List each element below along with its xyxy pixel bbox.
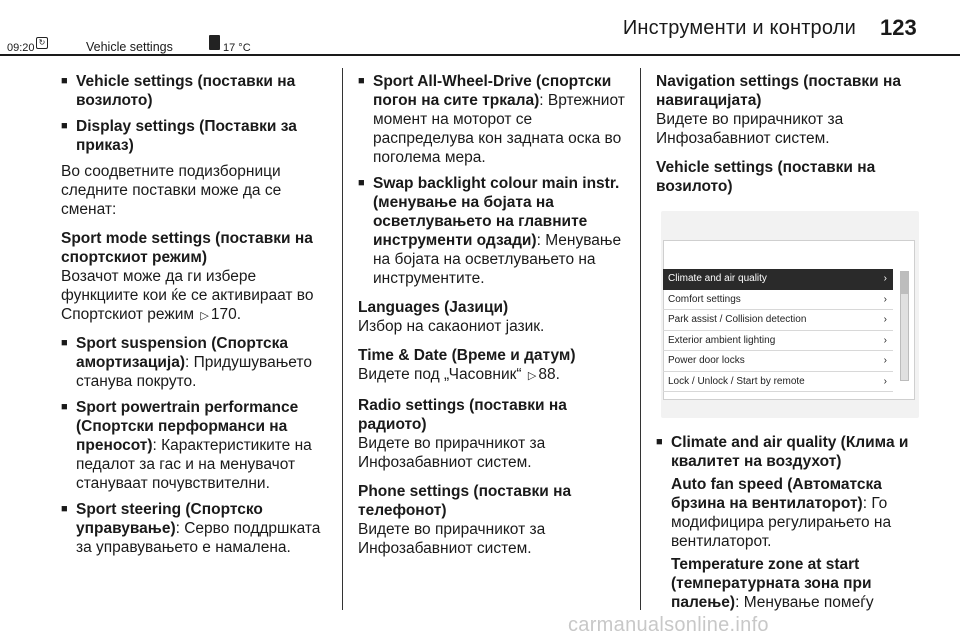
chevron-right-icon: ›: [883, 375, 887, 387]
sub-auto-fan-speed: [656, 475, 926, 551]
display-menu: [663, 269, 893, 392]
bullet-title: Swap backlight colour main instr. (менување на бојата на осветлувањето на главните инструменти одзади): [373, 175, 620, 249]
paragraph-time-date-text: Видете под „Часовник“: [358, 366, 522, 383]
bullet-vehicle-settings: ■ Vehicle settings (поставки на возилото): [61, 72, 331, 110]
paragraph-navigation-settings: Видете во прирачникот за Инфозабавниот систем.: [656, 111, 844, 147]
bullet-display-settings: ■ Display settings (Поставки за приказ): [61, 117, 331, 155]
menu-item-remote-lock[interactable]: [663, 372, 893, 393]
bullet-climate-air-quality: ■ Climate and air quality (Клима и квалитет на воздухот): [656, 433, 926, 471]
bullet-title: Sport steering (Спортско управување): [76, 501, 263, 537]
bullet-title: Sport suspension (Спортска амортизација): [76, 335, 289, 371]
page-ref-number: 170.: [210, 306, 241, 323]
heading-phone-settings: Phone settings (поставки на телефонот): [358, 483, 572, 519]
heading-time-date: Time & Date (Време и датум): [358, 347, 576, 364]
menu-item-ambient-lighting[interactable]: [663, 331, 893, 352]
display-scrollbar[interactable]: [900, 271, 909, 381]
menu-item-label: Lock / Unlock / Start by remote: [668, 375, 805, 387]
menu-item-climate[interactable]: [663, 269, 893, 290]
sub-text: : Го модифицира регулирањето на вентилаторот.: [671, 495, 892, 550]
heading-vehicle-settings: Vehicle settings (поставки на возилото): [656, 159, 876, 195]
page-ref-icon: ▷: [200, 310, 209, 322]
menu-item-label: Comfort settings: [668, 293, 741, 305]
column-1: [61, 72, 331, 564]
display-time: 09:20: [7, 42, 35, 54]
bullet-sport-steering: [61, 500, 331, 557]
menu-item-label: Park assist / Collision detection: [668, 314, 807, 325]
page-ref-icon: ▷: [527, 370, 537, 382]
bullet-sport-suspension: [61, 334, 331, 391]
sub-title: Temperature zone at start (температурната зона при палење): [671, 556, 872, 611]
bullet-text: : Карактеристиките на педалот за гас и на менувачот стануваат почувствителни.: [76, 437, 312, 492]
page-title: Инструменти и контроли: [622, 17, 856, 39]
page-ref-number: 88.: [538, 366, 560, 383]
paragraph-submenu-intro: Во соодветните подизборници следните поставки може да се сменат:: [61, 163, 282, 218]
display-title: Vehicle settings: [86, 40, 173, 54]
bullet-title: Sport powertrain performance (Спортски перформанси на преносот): [76, 399, 299, 454]
column-3-lower: [656, 433, 926, 612]
column-2: [358, 72, 633, 566]
menu-item-label: Climate and air quality: [668, 273, 767, 284]
bullet-sport-awd: [358, 72, 633, 167]
heading-sport-mode: Sport mode settings (поставки на спортскиот режим): [61, 230, 313, 266]
sub-text: : Менување помеѓу: [735, 594, 874, 611]
paragraph-sport-mode-text: Возачот може да ги избере функциите кои ќе се активираат во Спортскиот режим: [61, 268, 314, 323]
heading-languages: Languages (Јазици): [358, 299, 509, 316]
paragraph-phone-settings: Видете во прирачникот за Инфозабавниот систем.: [358, 521, 546, 557]
clock-icon: ↻: [36, 37, 48, 49]
chevron-right-icon: ›: [883, 334, 887, 346]
bullet-title: Sport All-Wheel-Drive (спортски погон на сите тркала): [373, 73, 612, 109]
paragraph-languages: Избор на сакаониот јазик.: [358, 318, 545, 335]
heading-navigation-settings: Navigation settings (поставки на навигацијата): [656, 73, 901, 109]
menu-item-power-door-locks[interactable]: [663, 351, 893, 372]
column-3: [656, 72, 926, 196]
paragraph-sport-mode: [61, 267, 331, 326]
display-temperature: 17 °C: [223, 42, 251, 54]
bullet-sport-powertrain: [61, 398, 331, 493]
paragraph-radio-settings: Видете во прирачникот за Инфозабавниот систем.: [358, 435, 546, 471]
chevron-right-icon: ›: [883, 293, 887, 305]
chevron-right-icon: ›: [883, 355, 887, 366]
column-divider: [342, 68, 343, 610]
menu-item-label: Power door locks: [668, 355, 745, 366]
bullet-text: : Серво поддршката за управувањето е намалена.: [76, 520, 321, 556]
column-divider: [640, 68, 641, 610]
menu-item-label: Exterior ambient lighting: [668, 334, 776, 346]
bullet-text: : Придушувањето станува покруто.: [76, 354, 312, 390]
sub-temperature-zone: [656, 555, 926, 612]
watermark: carmanualsonline.info: [568, 614, 769, 636]
sub-title: Auto fan speed (Автоматска брзина на вентилаторот): [671, 476, 882, 512]
page-number: 123: [880, 15, 917, 40]
bullet-text: : Менување на бојата на осветлувањето на инструментите.: [373, 232, 622, 287]
paragraph-time-date: [358, 365, 633, 386]
scrollbar-thumb[interactable]: [901, 272, 908, 294]
bullet-swap-backlight: [358, 174, 633, 288]
chevron-right-icon: ›: [883, 273, 887, 284]
menu-item-comfort[interactable]: [663, 290, 893, 311]
heading-radio-settings: Radio settings (поставки на радиото): [358, 397, 567, 433]
menu-item-park-assist[interactable]: [663, 310, 893, 331]
bullet-text: : Вртежниот момент на моторот се распределува кон задната оска во поголема мера.: [373, 92, 625, 166]
chevron-right-icon: ›: [883, 314, 887, 325]
thermometer-icon: [209, 35, 220, 50]
